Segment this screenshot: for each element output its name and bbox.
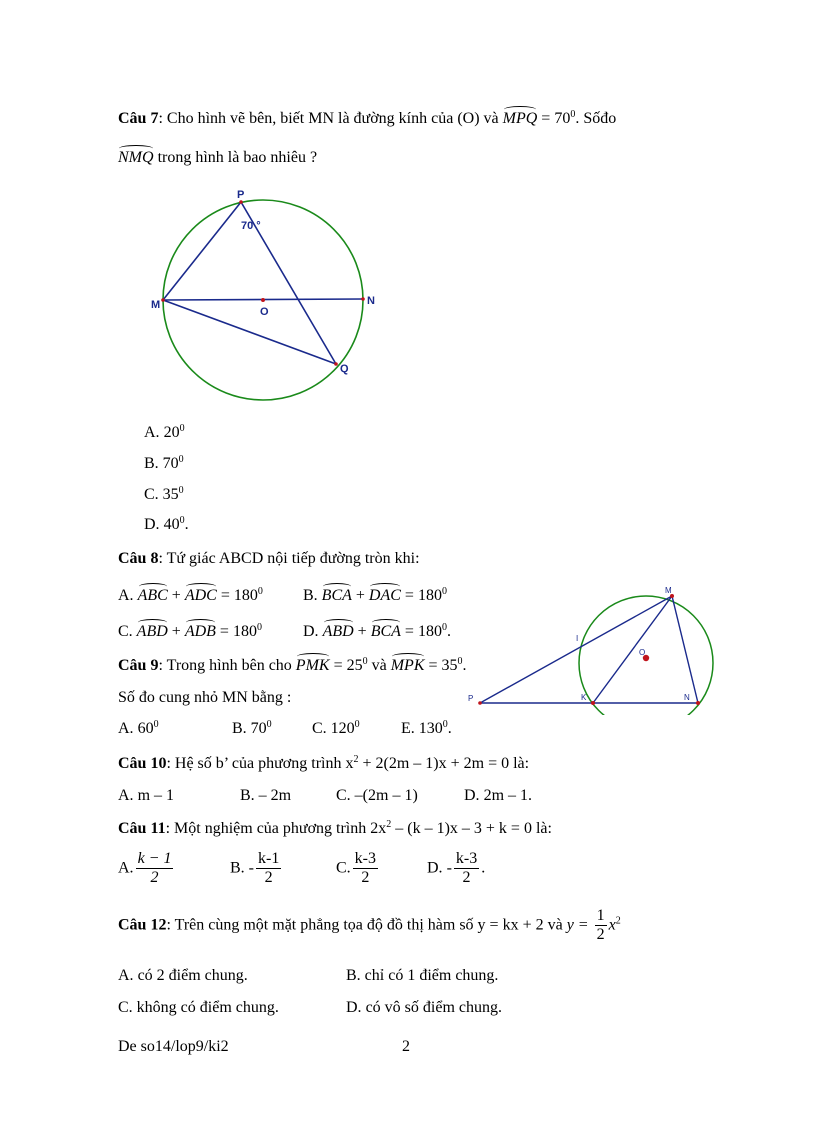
question-label: Câu 12 [118, 916, 167, 934]
q7-option-c: C. $35^0$ [144, 485, 184, 503]
q11-option-d: D. - $\frac{k-3}{2}$ . [427, 850, 486, 887]
q9-label-o: O [639, 648, 646, 657]
question-label: Câu 8 [118, 550, 159, 567]
arc-nmq: NMQ [118, 145, 154, 166]
q11-option-a: A. $\frac{k - 1}{2}$ [118, 850, 172, 887]
q9-segment-mk [593, 596, 672, 703]
q9-point-k [591, 701, 595, 705]
q12-option-d: D. có vô số điểm chung. [346, 999, 502, 1016]
q9-label-p: P [468, 694, 474, 703]
q9-label-n: N [684, 693, 690, 702]
q7-point-n [361, 297, 365, 301]
q11-option-b: B. - $\frac{k-1}{2}$ [230, 850, 280, 887]
question-label: Câu 11 [118, 820, 166, 837]
q7-point-m [161, 298, 165, 302]
q9-option-b: B. $70^0$ [232, 719, 272, 737]
arc-mpk: MPK [391, 653, 425, 674]
q9-option-c: C. $120^0$ [312, 719, 360, 737]
q9-label-m: M [665, 586, 672, 595]
question-label: Câu 10 [118, 755, 167, 772]
q11-line: Câu 11: Một nghiệm của phương trình $2x^2 - (k - 1)x - 3 + k = 0$ là: [118, 819, 552, 837]
q10-option-a: A. m – 1 [118, 787, 175, 804]
q7-option-a: A. $20^0$ [144, 423, 185, 441]
arc-pmk: PMK [296, 653, 330, 674]
q7-point-center [261, 298, 265, 302]
q7-label-q: Q [340, 363, 349, 375]
q7-line1: Câu 7: Cho hình vẽ bên, biết MN là đường kính của (O) và MPQ = $70^0$. Sốđo [118, 106, 616, 127]
q9-point-p [478, 701, 482, 705]
q9-line2: Số đo cung nhỏ MN bằng : [118, 689, 292, 706]
question-label: Câu 9 [118, 657, 159, 674]
q9-figure [460, 580, 740, 715]
q8-option-c: C. ABD + ADB = $180^0$ [118, 619, 262, 640]
q8-option-b: B. BCA + DAC = $180^0$ [303, 583, 447, 604]
q7-label-p: P [237, 189, 245, 201]
q7-label-m: M [151, 299, 161, 311]
q8-option-d: D. ABD + BCA = $180^0$. [303, 619, 451, 640]
q9-label-i: I [576, 634, 579, 643]
question-label: Câu 7 [118, 110, 159, 127]
q7-option-d: D. $40^0$. [144, 515, 189, 533]
q9-line1: Câu 9: Trong hình bên cho PMK = $25^0$ và MPK = $35^0$. [118, 653, 467, 674]
arc-mpq: MPQ [503, 106, 538, 127]
q10-option-c: C. –(2m – 1) [336, 787, 418, 804]
q7-figure [140, 180, 390, 410]
q11-option-c: C. $\frac{k-3}{2}$ [336, 850, 376, 887]
q7-angle-label: 70 ° [241, 220, 261, 232]
q7-option-b: B. $70^0$ [144, 454, 184, 472]
q12-option-b: B. chỉ có 1 điểm chung. [346, 967, 499, 984]
q9-option-a: A. $60^0$ [118, 719, 159, 737]
q7-label-n: N [367, 295, 375, 307]
q10-line: Câu 10: Hệ số b’ của phương trình $x^2 + 2(2m - 1)x + 2m = 0$ là: [118, 754, 530, 772]
q12-option-a: A. có 2 điểm chung. [118, 967, 248, 984]
q9-option-e: E. $130^0$. [401, 719, 452, 737]
q8-option-a: A. ABC + ADC = $180^0$ [118, 583, 263, 604]
q7-segment-mp [163, 202, 241, 300]
page-number: 2 [402, 1038, 410, 1055]
q7-line2: NMQ trong hình là bao nhiêu ? [118, 145, 317, 166]
q7-segment-mq [163, 300, 336, 364]
q8-line: Câu 8: Tứ giác ABCD nội tiếp đường tròn khi: [118, 550, 420, 567]
q9-segment-mn [672, 596, 698, 703]
q12-line: Câu 12: Trên cùng một mặt phẳng tọa độ đồ thị hàm số y = kx + 2 và y = $\frac{1}{2}$ $x^2$ [118, 907, 621, 944]
q9-point-n [696, 701, 700, 705]
q10-option-d: D. 2m – 1. [464, 787, 533, 804]
q10-option-b: B. – 2m [240, 787, 292, 804]
q7-label-o: O [260, 306, 269, 318]
q7-point-q [334, 362, 338, 366]
footer-left: De so14/lop9/ki2 [118, 1038, 229, 1055]
q9-label-k: K [581, 693, 587, 702]
q12-option-c: C. không có điểm chung. [118, 999, 279, 1016]
